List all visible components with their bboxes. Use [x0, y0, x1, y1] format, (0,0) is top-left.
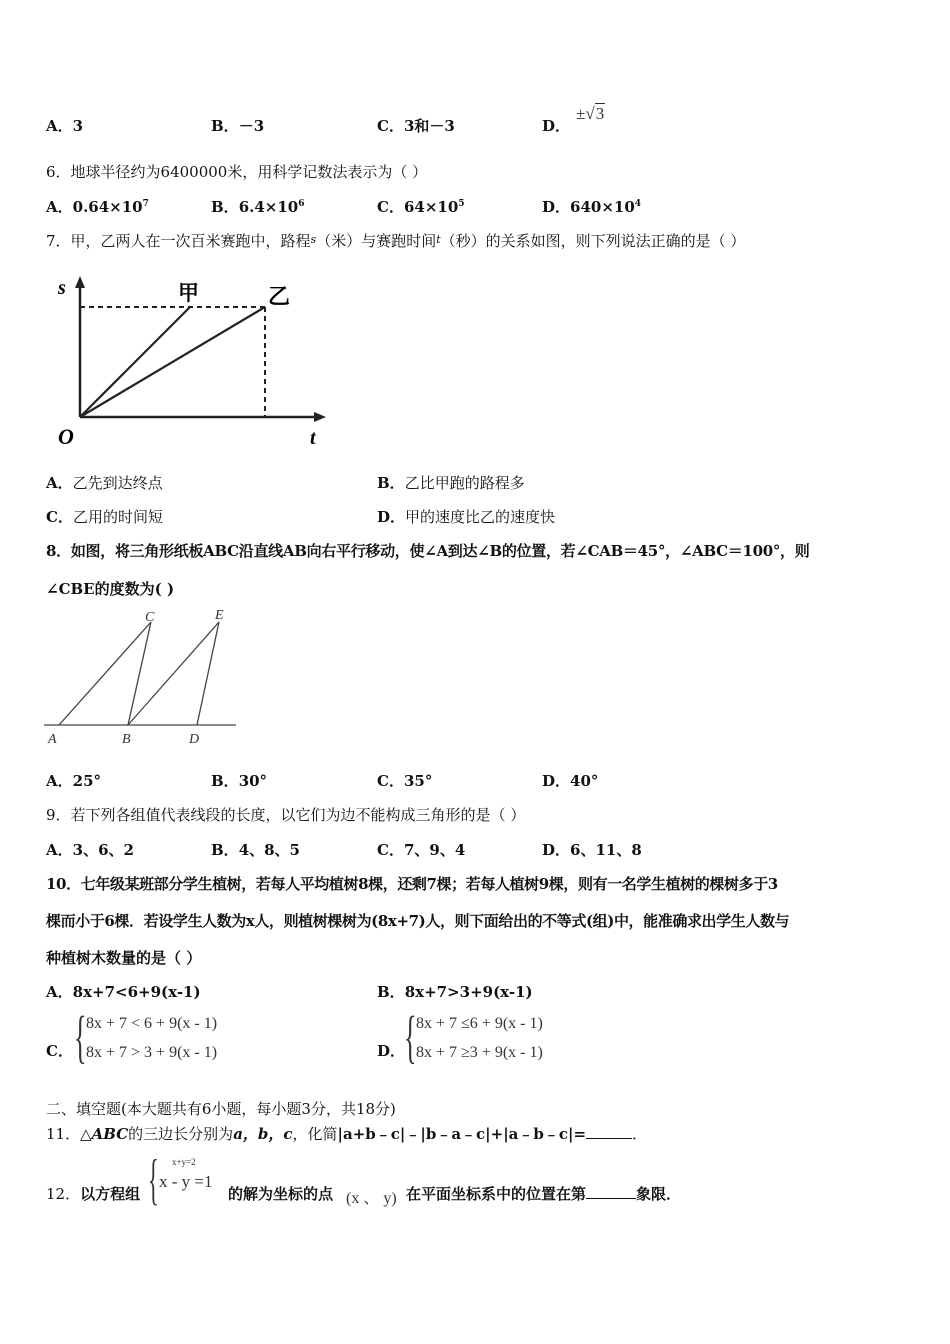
option-label: C． [46, 508, 73, 526]
point-e-label: E [215, 608, 224, 623]
q12-system-bottom: x - y =1 [159, 1172, 213, 1191]
option-text: 3、6、2 [72, 841, 134, 859]
sqrt-symbol: √ [585, 104, 595, 123]
option-exponent: 7 [142, 199, 149, 209]
option-exponent: 6 [298, 199, 305, 209]
stem-end: ． [632, 1125, 648, 1143]
answer-blank[interactable] [586, 1138, 632, 1139]
option-text: 3和－3 [403, 117, 455, 135]
q7-option-c [46, 507, 163, 527]
option-label: B． [377, 474, 405, 492]
q12-system-brace: { [148, 1149, 159, 1211]
option-text: －3 [238, 117, 265, 135]
option-label: C． [377, 198, 404, 216]
q8-stem-line1: 8．如图，将三角形纸板ABC沿直线AB向右平行移动，使∠A到达∠B的位置，若∠CAB＝45°，∠ABC＝100°，则 [46, 542, 810, 560]
segment-de [197, 622, 219, 725]
q7-option-d [377, 507, 555, 527]
question-number: 12． [46, 1185, 81, 1203]
stem-part: （秒）的关系如图，则下列说法正确的是（ ） [440, 232, 746, 250]
option-label: A． [46, 983, 73, 1001]
q10-option-c-line2: 8x + 7 > 3 + 9(x - 1) [86, 1044, 218, 1061]
section2-title: 二、填空题(本大题共有6小题，每小题3分，共18分) [46, 1100, 396, 1118]
q10-stem-line2: 棵而小于6棵．若设学生人数为x人，则植树棵树为(8x+7)人，则下面给出的不等式(组)中，能准确求出学生人数与 [46, 912, 790, 930]
triangle-abc: △ABC [80, 1125, 129, 1143]
option-label: C． [377, 117, 404, 135]
side-variables: a，b，c [233, 1125, 293, 1143]
option-text: 乙先到达终点 [72, 474, 163, 492]
y-axis-arrow [75, 276, 85, 288]
q10-option-d-label: D． [377, 1042, 406, 1060]
q10-option-c-brace: { [74, 1004, 87, 1069]
option-exponent: 4 [634, 199, 642, 209]
q7-stem [46, 230, 745, 251]
q7-option-b [377, 473, 525, 493]
x-axis-arrow [314, 412, 326, 422]
option-label: A． [46, 841, 73, 859]
q8-option-c [377, 771, 432, 791]
option-label: A． [46, 772, 73, 790]
option-label: B． [211, 772, 239, 790]
q6-option-b [211, 197, 305, 217]
option-text: 乙比甲跑的路程多 [404, 474, 525, 492]
option-label: B． [211, 841, 239, 859]
q10-option-d-line1: 8x + 7 ≤6 + 9(x - 1) [416, 1015, 543, 1032]
option-label: A． [46, 198, 73, 216]
plus-minus-sign: ± [576, 104, 586, 123]
q6-option-c [377, 197, 465, 217]
q9-option-c [377, 840, 465, 860]
option-label: D． [377, 508, 406, 526]
option-label: A． [46, 117, 73, 135]
answer-blank[interactable] [586, 1198, 636, 1199]
stem-part: ，化简 [292, 1125, 338, 1143]
q9-stem: 9．若下列各组值代表线段的长度，以它们为边不能构成三角形的是（ ） [46, 806, 526, 824]
option-text: 30° [238, 772, 268, 790]
option-label: B． [211, 117, 239, 135]
option-label: B． [377, 983, 405, 1001]
option-label: C． [377, 841, 404, 859]
option-text: 40° [570, 772, 599, 790]
q5-option-d [542, 116, 570, 136]
q12-point: (x 、 y) [346, 1190, 397, 1207]
option-label: D． [542, 198, 571, 216]
radicand: 3 [595, 104, 605, 123]
q11-stem [46, 1124, 647, 1144]
q10-option-a [46, 982, 201, 1002]
q5-option-c [377, 116, 455, 136]
origin-label: O [58, 424, 74, 449]
option-exponent: 5 [458, 199, 465, 209]
option-text: 乙用的时间短 [72, 508, 163, 526]
q6-option-d [542, 197, 641, 217]
absolute-value-expression: |a+b﹣c|﹣|b﹣a﹣c|+|a﹣b﹣c|= [337, 1125, 587, 1143]
option-label: D． [542, 772, 571, 790]
option-label: C． [377, 772, 404, 790]
q10-stem-line3: 种植树木数量的是（ ） [46, 949, 202, 967]
q5-option-b [211, 116, 264, 136]
q8-stem-line2: ∠CBE的度数为( ) [46, 580, 175, 598]
stem-part: 象限． [636, 1185, 682, 1203]
option-label: D． [542, 841, 571, 859]
stem-part: （米）与赛跑时间 [316, 232, 437, 250]
variable-t: t [436, 233, 441, 246]
q6-stem: 6．地球半径约为6400000米，用科学记数法表示为（ ） [46, 163, 428, 181]
q8-option-a [46, 771, 101, 791]
option-base: 0.64×10 [72, 198, 143, 216]
q5-option-d-sqrt [576, 104, 605, 124]
option-text: 25° [72, 772, 102, 790]
option-text: 4、8、5 [238, 841, 300, 859]
question-number: 11． [46, 1125, 81, 1143]
option-text: 7、9、4 [403, 841, 466, 859]
q9-option-d [542, 840, 642, 860]
option-text: 甲的速度比乙的速度快 [405, 508, 556, 526]
q5-option-a [46, 116, 83, 136]
point-d-label: D [189, 732, 200, 747]
q12-stem-start [46, 1184, 140, 1204]
option-text: 6、11、8 [570, 841, 642, 859]
q10-option-b [377, 982, 533, 1002]
option-base: 64×10 [403, 198, 459, 216]
q10-option-d-brace: { [404, 1004, 417, 1069]
stem-part: 以方程组 [80, 1185, 141, 1203]
option-text: 35° [403, 772, 433, 790]
segment-ac [59, 622, 151, 725]
q8-option-b [211, 771, 267, 791]
point-c-label: C [145, 610, 155, 625]
option-label: B． [211, 198, 239, 216]
q12-stem-end [406, 1184, 681, 1204]
option-text: 8x+7>3+9(x-1) [404, 983, 533, 1001]
q12-stem-middle: 的解为坐标的点 [228, 1185, 334, 1203]
q8-option-d [542, 771, 598, 791]
option-base: 6.4×10 [238, 198, 299, 216]
stem-part: 在平面坐标系中的位置在第 [406, 1185, 587, 1203]
q8-triangle-translation-figure [44, 604, 244, 749]
option-label: A． [46, 474, 73, 492]
q9-option-b [211, 840, 300, 860]
option-text: 8x+7<6+9(x-1) [72, 983, 201, 1001]
stem-part: 7．甲，乙两人在一次百米赛跑中，路程 [46, 232, 311, 250]
x-axis-label: t [310, 427, 316, 449]
q12-system-top: x+y=2 [172, 1157, 196, 1167]
variable-s: s [310, 233, 317, 246]
segment-bc [128, 622, 151, 725]
q10-option-d-line2: 8x + 7 ≥3 + 9(x - 1) [416, 1044, 543, 1061]
q6-option-a [46, 197, 149, 217]
option-text: 3 [72, 117, 84, 135]
q9-option-a [46, 840, 134, 860]
option-label: D． [542, 117, 571, 135]
q10-option-c-line1: 8x + 7 < 6 + 9(x - 1) [86, 1015, 218, 1032]
yi-label: 乙 [268, 284, 291, 309]
segment-be [128, 622, 219, 725]
q7-distance-time-graph [50, 272, 340, 452]
point-a-label: A [48, 732, 57, 747]
y-axis-label: s [58, 277, 66, 299]
q7-option-a [46, 473, 163, 493]
stem-part: 的三边长分别为 [128, 1125, 234, 1143]
q10-stem-line1: 10．七年级某班部分学生植树，若每人平均植树8棵，还剩7棵；若每人植树9棵，则有一名学生植树的棵树多于3 [46, 875, 778, 893]
jia-label: 甲 [178, 281, 199, 305]
q10-option-c-label: C． [46, 1042, 73, 1060]
option-base: 640×10 [570, 198, 635, 216]
point-b-label: B [122, 732, 131, 747]
